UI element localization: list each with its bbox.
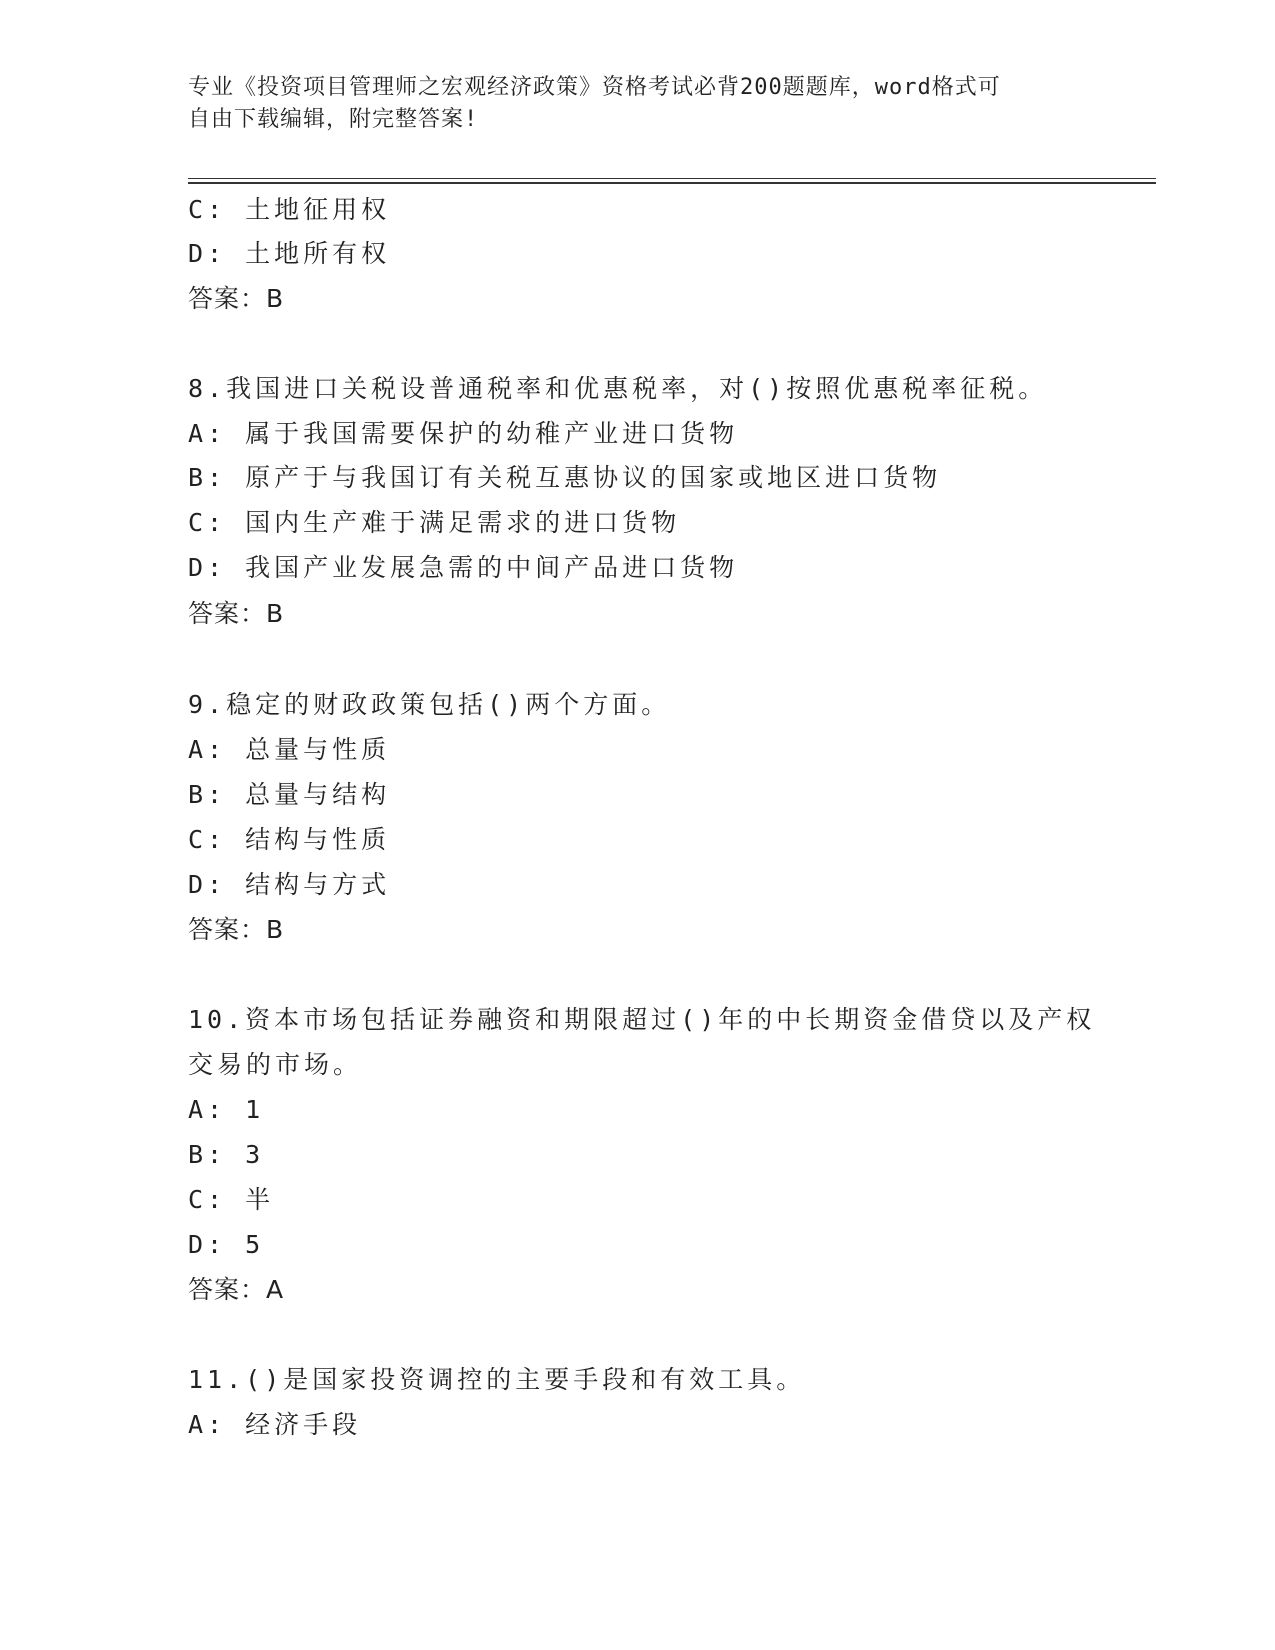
q8-answer: 答案：B xyxy=(188,599,285,628)
header-line-2: 自由下载编辑，附完整答案! xyxy=(188,107,479,132)
q8-option-d: D: 我国产业发展急需的中间产品进口货物 xyxy=(188,553,739,582)
q9-option-a: A: 总量与性质 xyxy=(188,735,391,764)
q11-stem: 11.()是国家投资调控的主要手段和有效工具。 xyxy=(188,1365,806,1394)
q9-option-b: B: 总量与结构 xyxy=(188,780,391,809)
q8-option-c: C: 国内生产难于满足需求的进口货物 xyxy=(188,508,681,537)
q10-stem-line-1: 10.资本市场包括证券融资和期限超过()年的中长期资金借贷以及产权 xyxy=(188,1005,1096,1034)
q7-answer: 答案：B xyxy=(188,284,285,313)
q8-stem: 8.我国进口关税设普通税率和优惠税率，对()按照优惠税率征税。 xyxy=(188,374,1048,403)
q9-answer: 答案：B xyxy=(188,915,285,944)
header-divider-thick xyxy=(188,182,1156,184)
header-divider-thin xyxy=(188,178,1156,179)
q11-option-a: A: 经济手段 xyxy=(188,1410,362,1439)
q8-option-b: B: 原产于与我国订有关税互惠协议的国家或地区进口货物 xyxy=(188,463,942,492)
document-header xyxy=(188,72,1088,136)
q10-option-d: D: 5 xyxy=(188,1230,265,1259)
q9-option-c: C: 结构与性质 xyxy=(188,825,391,854)
header-line-1: 专业《投资项目管理师之宏观经济政策》资格考试必背200题题库，word格式可 xyxy=(188,75,1001,100)
q10-option-a: A: 1 xyxy=(188,1095,265,1124)
q10-answer: 答案：A xyxy=(188,1275,285,1304)
q8-option-a: A: 属于我国需要保护的幼稚产业进口货物 xyxy=(188,419,739,448)
q9-option-d: D: 结构与方式 xyxy=(188,870,391,899)
q10-stem-line-2: 交易的市场。 xyxy=(188,1050,363,1079)
q10-option-c: C: 半 xyxy=(188,1185,275,1214)
q7-option-c: C: 土地征用权 xyxy=(188,195,391,224)
q9-stem: 9.稳定的财政政策包括()两个方面。 xyxy=(188,690,671,719)
q10-option-b: B: 3 xyxy=(188,1140,265,1169)
q7-option-d: D: 土地所有权 xyxy=(188,239,391,268)
